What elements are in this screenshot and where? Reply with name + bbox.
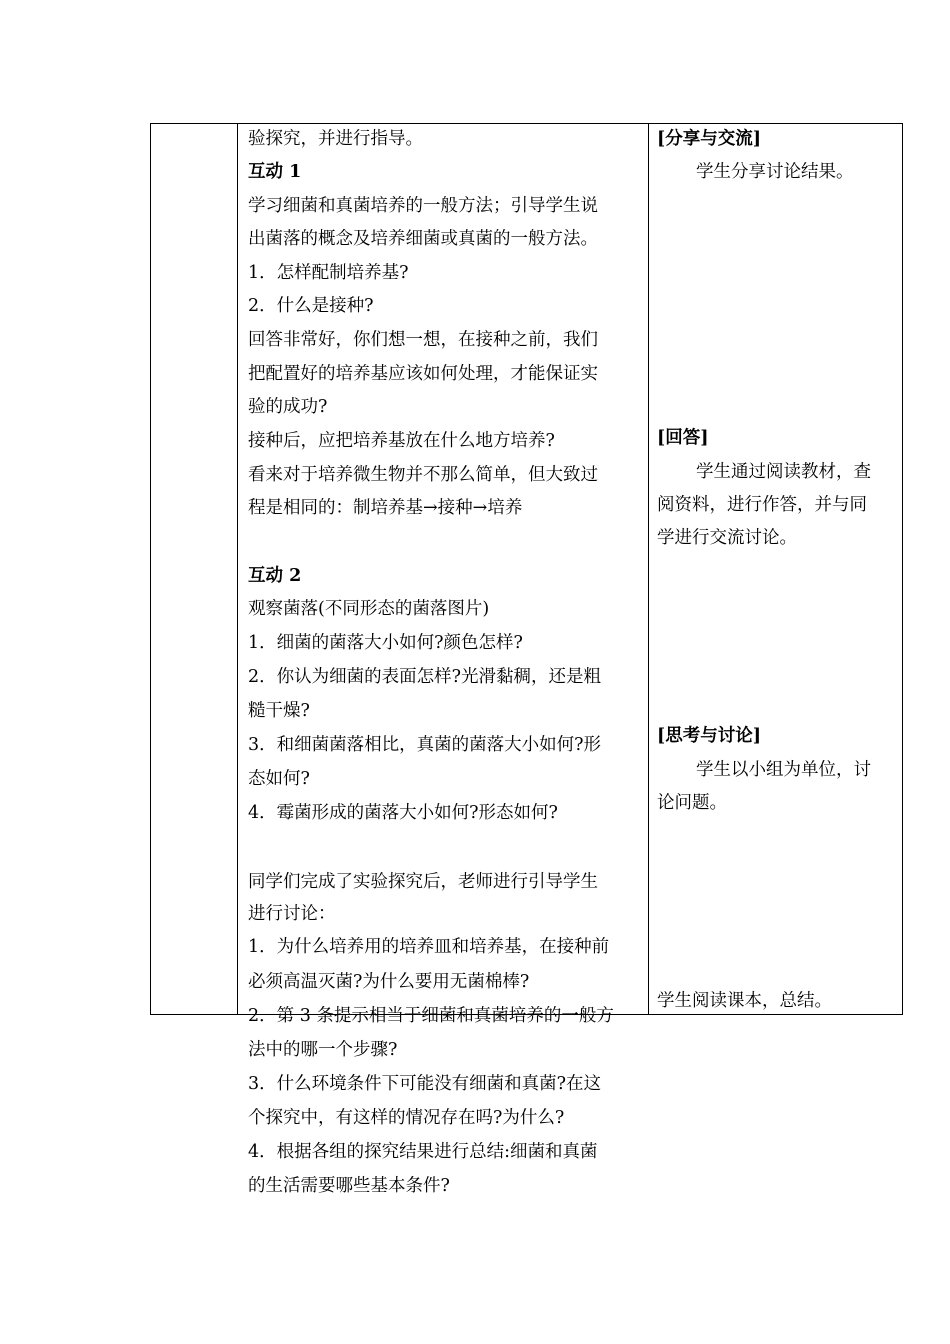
student-line: 学生阅读课本，总结。 xyxy=(657,991,832,1011)
teacher-line: 接种后，应把培养基放在什么地方培养? xyxy=(248,431,555,451)
teacher-line: 进行讨论： xyxy=(248,904,336,924)
teacher-line: 2．什么是接种? xyxy=(248,296,374,316)
student-line: 学生以小组为单位，讨 xyxy=(696,760,871,780)
teacher-line: 个探究中，有这样的情况存在吗?为什么? xyxy=(248,1108,565,1128)
student-activity-column xyxy=(649,124,902,1014)
teacher-line: 验探究，并进行指导。 xyxy=(248,129,423,149)
stage-column xyxy=(151,124,238,1014)
teacher-line: 3．和细菌菌落相比，真菌的菌落大小如何?形 xyxy=(248,735,602,755)
teacher-line: 回答非常好，你们想一想，在接种之前，我们 xyxy=(248,330,598,350)
teacher-line: 学习细菌和真菌培养的一般方法；引导学生说 xyxy=(248,196,598,216)
teacher-line: 把配置好的培养基应该如何处理，才能保证实 xyxy=(248,364,598,384)
teacher-line: 1．怎样配制培养基? xyxy=(248,263,409,283)
teacher-line: 看来对于培养微生物并不那么简单，但大致过 xyxy=(248,465,598,485)
teacher-line: 同学们完成了实验探究后，老师进行引导学生 xyxy=(248,872,598,892)
answer-heading: [回答] xyxy=(657,428,709,448)
teacher-activity-column xyxy=(238,124,649,1196)
teacher-line: 验的成功? xyxy=(248,397,328,417)
share-heading: [分享与交流] xyxy=(657,129,762,149)
student-line: 阅资料，进行作答，并与同 xyxy=(657,495,867,515)
student-line: 学生通过阅读教材，查 xyxy=(696,462,871,482)
teacher-line: 4．霉菌形成的菌落大小如何?形态如何? xyxy=(248,803,558,823)
teacher-line: 程是相同的：制培养基→接种→培养 xyxy=(248,498,523,518)
lesson-plan-table xyxy=(150,123,903,1196)
teacher-line: 必须高温灭菌?为什么要用无菌棉棒? xyxy=(248,972,530,992)
interaction-2-heading: 互动 2 xyxy=(248,566,302,586)
teacher-line: 糙干燥? xyxy=(248,701,310,721)
teacher-line: 2．第 3 条提示相当于细菌和真菌培养的一般方 xyxy=(248,1006,614,1026)
teacher-line: 2．你认为细菌的表面怎样?光滑黏稠，还是粗 xyxy=(248,667,602,687)
teacher-line: 的生活需要哪些基本条件? xyxy=(248,1176,450,1196)
teacher-line: 出菌落的概念及培养细菌或真菌的一般方法。 xyxy=(248,229,598,249)
teacher-line: 观察菌落(不同形态的菌落图片) xyxy=(248,599,490,619)
student-line: 学生分享讨论结果。 xyxy=(696,162,854,182)
teacher-line: 1．为什么培养用的培养皿和培养基，在接种前 xyxy=(248,937,610,957)
teacher-line: 法中的哪一个步骤? xyxy=(248,1040,398,1060)
student-line: 学进行交流讨论。 xyxy=(657,528,797,548)
teacher-line: 态如何? xyxy=(248,769,310,789)
teacher-line: 3．什么环境条件下可能没有细菌和真菌?在这 xyxy=(248,1074,602,1094)
teacher-line: 1．细菌的菌落大小如何?颜色怎样? xyxy=(248,633,523,653)
student-line: 论问题。 xyxy=(657,793,727,813)
teacher-line: 4．根据各组的探究结果进行总结:细菌和真菌 xyxy=(248,1142,598,1162)
interaction-1-heading: 互动 1 xyxy=(248,162,302,182)
think-discuss-heading: [思考与讨论] xyxy=(657,726,762,746)
